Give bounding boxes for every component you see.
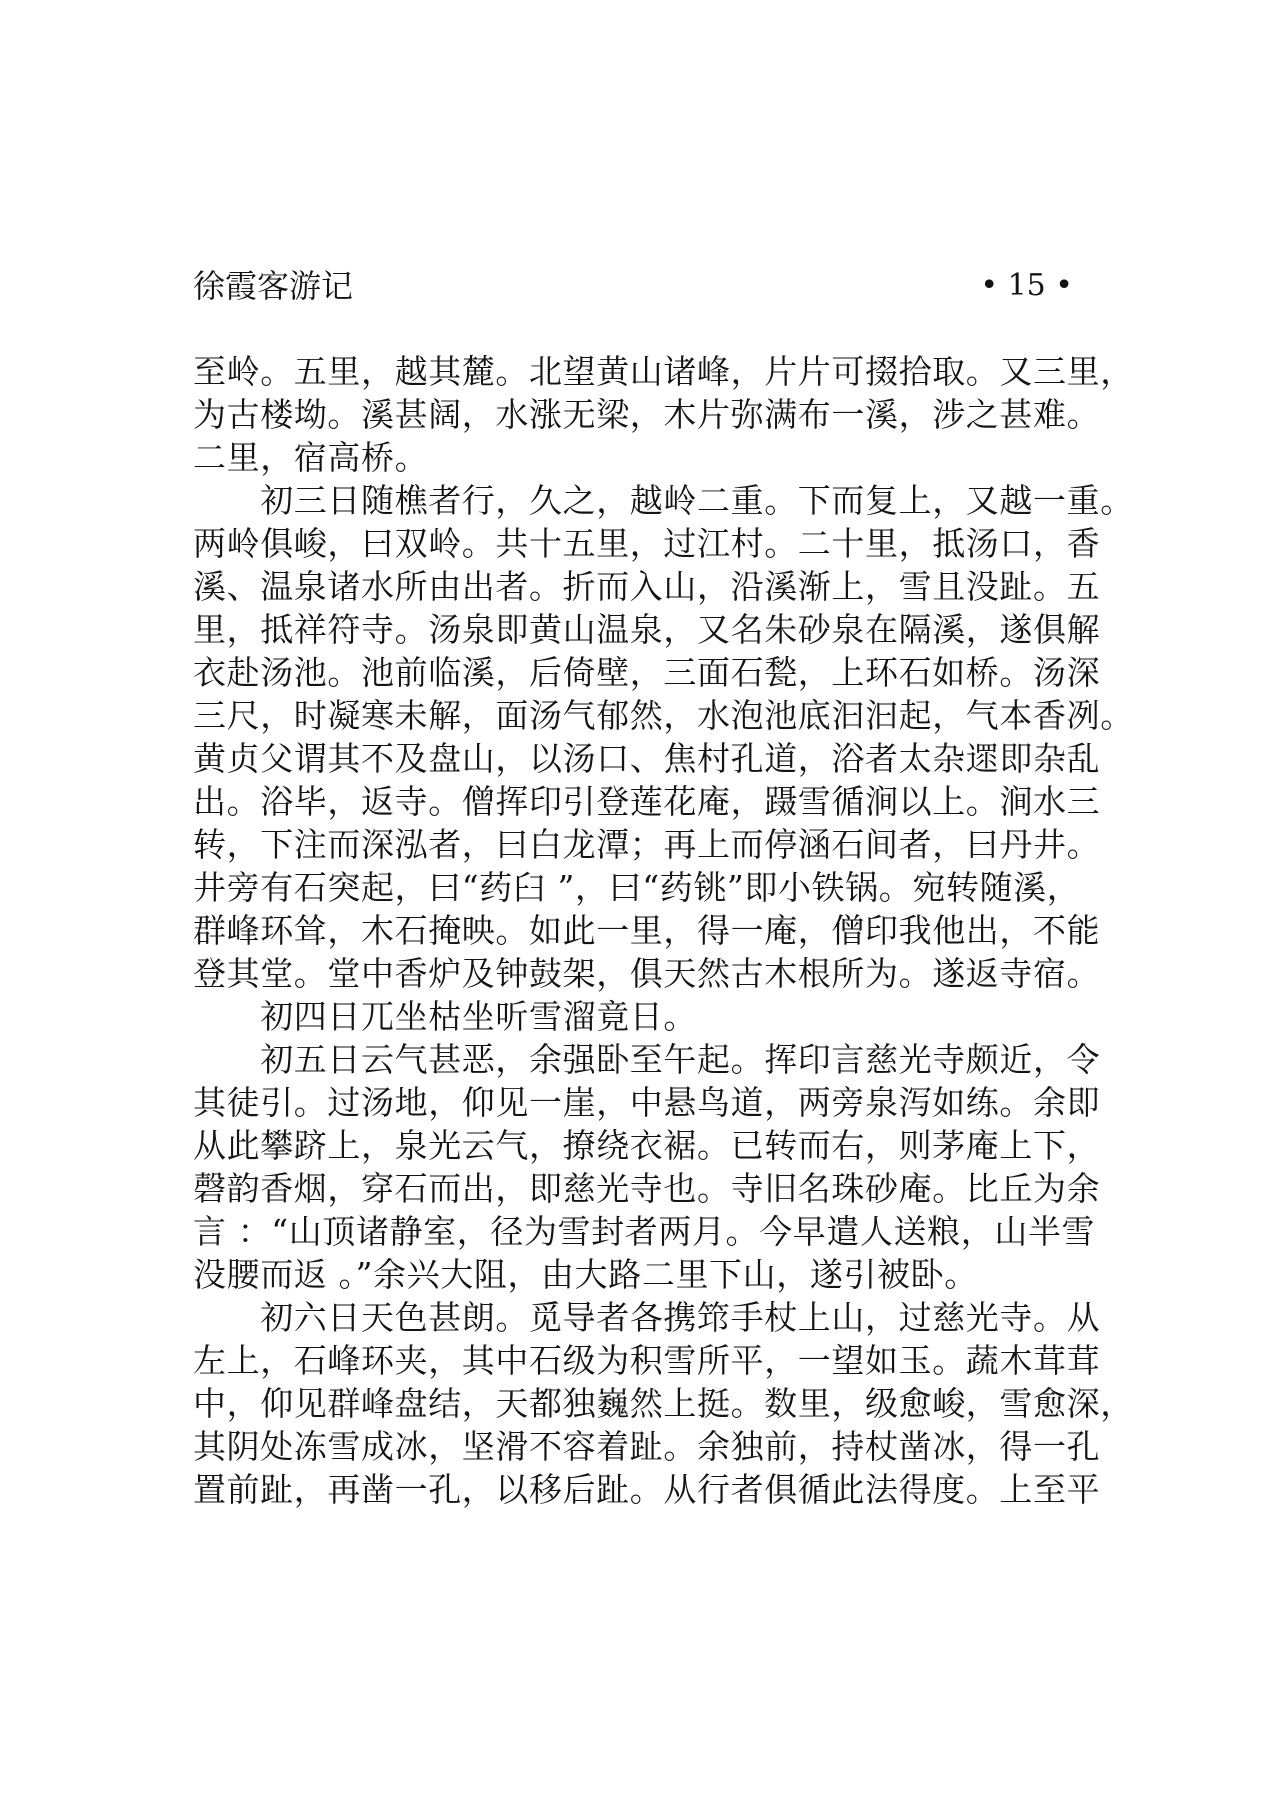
text-line: 群峰环耸，木石掩映。如此一里，得一庵，僧印我他出，不能 (193, 911, 1101, 950)
text-line: 登其堂。堂中香炉及钟鼓架，俱天然古木根所为。遂返寺宿。 (193, 954, 1101, 993)
text-line: 从此攀跻上，泉光云气，撩绕衣裾。已转而右，则茅庵上下， (193, 1126, 1101, 1165)
body-text (193, 350, 1134, 1511)
book-title: 徐霞客游记 (193, 267, 354, 305)
text-line: 左上，石峰环夹，其中石级为积雪所平，一望如玉。蔬木茸茸 (193, 1341, 1101, 1380)
text-line: 转，下注而深泓者，曰白龙潭；再上而停涵石间者，曰丹井。 (193, 825, 1101, 864)
text-line: 没腰而返 。”余兴大阻，由大路二里下山，遂引被卧。 (193, 1255, 978, 1294)
text-line: 衣赴汤池。池前临溪，后倚壁，三面石甃，上环石如桥。汤深 (193, 653, 1101, 692)
text-line: 里，抵祥符寺。汤泉即黄山温泉，又名朱砂泉在隔溪，遂俱解 (193, 610, 1101, 649)
text-line: 初四日兀坐枯坐听雪溜竟日。 (193, 997, 697, 1036)
text-line: 其阴处冻雪成冰，坚滑不容着趾。余独前，持杖凿冰，得一孔 (193, 1427, 1101, 1466)
text-line: 至岭。五里，越其麓。北望黄山诸峰，片片可掇拾取。又三里， (193, 352, 1134, 391)
text-line: 初三日随樵者行，久之，越岭二重。下而复上，又越一重。 (193, 481, 1134, 520)
text-line: 溪、温泉诸水所由出者。折而入山，沿溪渐上，雪且没趾。五 (193, 567, 1101, 606)
text-line: 初六日天色甚朗。觅导者各携筇手杖上山，过慈光寺。从 (193, 1298, 1101, 1337)
text-line: 言 ：“山顶诸静室，径为雪封者两月。今早遣人送粮，山半雪 (193, 1212, 1096, 1251)
text-line: 中，仰见群峰盘结，天都独巍然上挺。数里，级愈峻，雪愈深， (193, 1384, 1134, 1423)
text-line: 出。浴毕，返寺。僧挥印引登莲花庵，蹑雪循涧以上。涧水三 (193, 782, 1101, 821)
page-number: • 15 • (980, 268, 1073, 303)
text-line: 两岭俱峻，曰双岭。共十五里，过江村。二十里，抵汤口，香 (193, 524, 1101, 563)
text-line: 二里，宿高桥。 (193, 438, 429, 477)
text-line: 井旁有石突起，曰“药臼 ”，曰“药铫”即小铁锅。宛转随溪， (193, 868, 1081, 907)
text-line: 黄贞父谓其不及盘山，以汤口、焦村孔道，浴者太杂遝即杂乱 (193, 739, 1101, 778)
text-line: 三尺，时凝寒未解，面汤气郁然，水泡池底汩汩起，气本香冽。 (193, 696, 1134, 735)
text-line: 其徒引。过汤地，仰见一崖，中悬鸟道，两旁泉泻如练。余即 (193, 1083, 1101, 1122)
running-head (193, 262, 1073, 310)
text-line: 磬韵香烟，穿石而出，即慈光寺也。寺旧名珠砂庵。比丘为余 (193, 1169, 1101, 1208)
text-line: 初五日云气甚恶，余强卧至午起。挥印言慈光寺颇近，令 (193, 1040, 1101, 1079)
text-line: 置前趾，再凿一孔，以移后趾。从行者俱循此法得度。上至平 (193, 1470, 1101, 1509)
text-line: 为古楼坳。溪甚阔，水涨无梁，木片弥满布一溪，涉之甚难。 (193, 395, 1101, 434)
